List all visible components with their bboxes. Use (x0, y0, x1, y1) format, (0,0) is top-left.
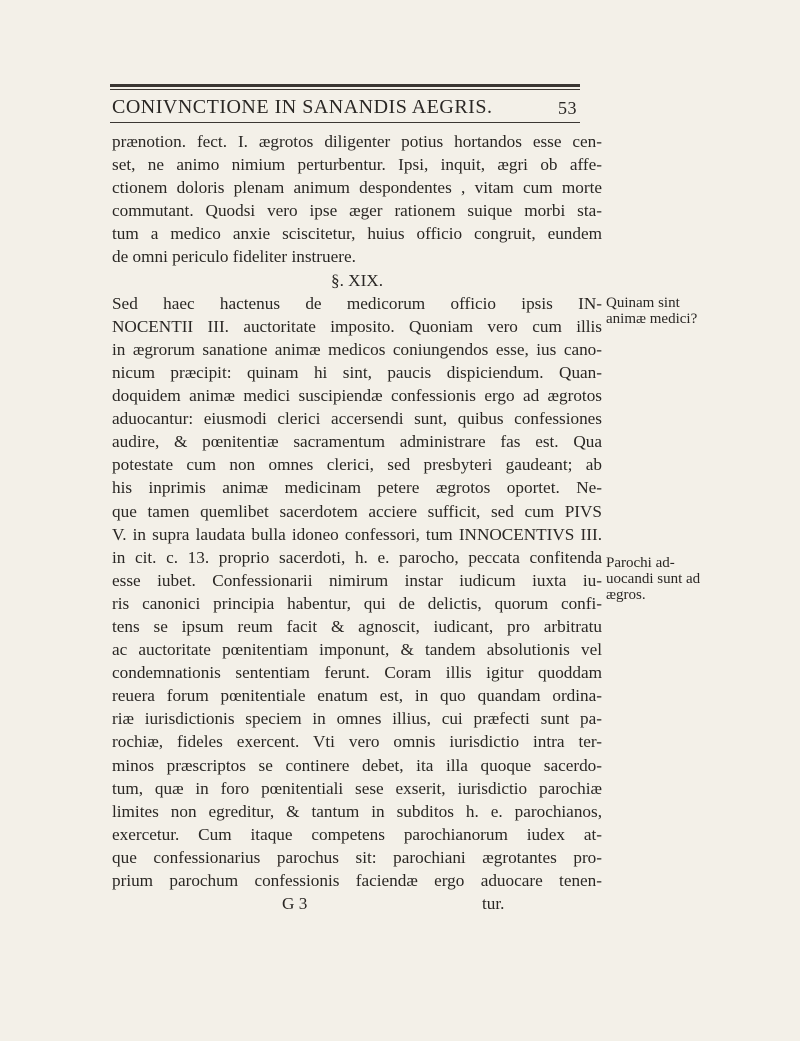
text-line: limites non egreditur, & tantum in subditos h. e. parochianos, (112, 801, 602, 821)
text-line: in ægrorum sanatione animæ medicos coniungendos esse, ius cano- (112, 339, 602, 359)
text-line: que confessionarius parochus sit: parochiani ægrotantes pro- (112, 847, 602, 867)
text-line: commutant. Quodsi vero ipse æger rationem suique morbi sta- (112, 201, 602, 221)
top-rule-thin (110, 89, 580, 90)
text-line: esse iubet. Confessionarii nimirum instar iudicum iuxta iu- (112, 570, 602, 590)
text-line: doquidem animæ medici suscipiendæ confessionis ergo ad ægrotos (112, 386, 602, 406)
text-line: ris canonici principia habentur, qui de delictis, quorum confi- (112, 593, 602, 613)
text-line: tum a medico anxie sciscitetur, huius officio congruit, eundem (112, 224, 602, 244)
text-line: reuera forum pœnitentiale enatum est, in quo quandam ordina- (112, 686, 602, 706)
footer-line (112, 892, 602, 915)
text-line: que tamen quemlibet sacerdotem acciere sufficit, sed cum PIVS (112, 501, 602, 521)
page-number: 53 (558, 98, 577, 118)
running-title: CONIVNCTIONE IN SANANDIS AEGRIS. (112, 96, 493, 118)
text-line: NOCENTII III. auctoritate imposito. Quoniam vero cum illis (112, 316, 602, 336)
text-line: tens se ipsum reum facit & agnoscit, iudicant, pro arbitratu (112, 616, 602, 636)
text-line: audire, & pœnitentiæ sacramentum administrare fas est. Qua (112, 432, 602, 452)
margin-note-parochi: Parochi ad-uocandi sunt ad ægros. (606, 555, 701, 603)
text-line: aduocantur: eiusmodi clerici accersendi sunt, quibus confessiones (112, 409, 602, 429)
text-line: nicum præcipit: quinam hi sint, paucis dispiciendum. Quan- (112, 362, 602, 382)
section-heading: §. XIX. (330, 270, 384, 290)
text-line: tum, quæ in foro pœnitentiali sese exserit, iurisdictio parochiæ (112, 778, 602, 798)
header-rule (110, 122, 580, 123)
text-line: Sed haec hactenus de medicorum officio ipsis IN- (112, 293, 602, 313)
text-line: potestate cum non omnes clerici, sed presbyteri gaudeant; ab (112, 455, 602, 475)
text-line: in cit. c. 13. proprio sacerdoti, h. e. parocho, peccata confitenda (112, 547, 602, 567)
text-line: rochiæ, fideles exercent. Vti vero omnis iurisdictio intra ter- (112, 732, 602, 752)
text-line: exercetur. Cum itaque competens parochianorum iudex at- (112, 824, 602, 844)
text-line: his inprimis animæ medicinam petere ægrotos oportet. Ne- (112, 478, 602, 498)
text-line: prium parochum confessionis faciendæ ergo aduocare tenen- (112, 871, 602, 890)
running-header (112, 96, 612, 122)
text-line: riæ iurisdictionis speciem in omnes illius, cui præfecti sunt pa- (112, 709, 602, 729)
main-text (112, 130, 602, 915)
catchword: tur. (482, 894, 505, 914)
signature-mark: G 3 (282, 894, 308, 914)
margin-note-quinam: Quinam sint animæ medici? (606, 295, 698, 327)
text-line: ac auctoritate pœnitentiam imponunt, & tandem absolutionis vel (112, 640, 602, 660)
text-line: V. in supra laudata bulla idoneo confessori, tum INNOCENTIVS III. (112, 524, 602, 544)
text-line: minos præscriptos se continere debet, ita illa quoque sacerdo- (112, 755, 602, 775)
text-line: set, ne animo nimium perturbentur. Ipsi, inquit, ægri ob affe- (112, 155, 602, 175)
top-rule (110, 84, 580, 87)
text-line: ctionem doloris plenam animum despondentes , vitam cum morte (112, 178, 602, 198)
text-line: de omni periculo fideliter instruere. (112, 247, 356, 267)
text-line: prænotion. fect. I. ægrotos diligenter potius hortandos esse cen- (112, 132, 602, 151)
text-line: condemnationis sententiam ferunt. Coram illis igitur quoddam (112, 663, 602, 683)
